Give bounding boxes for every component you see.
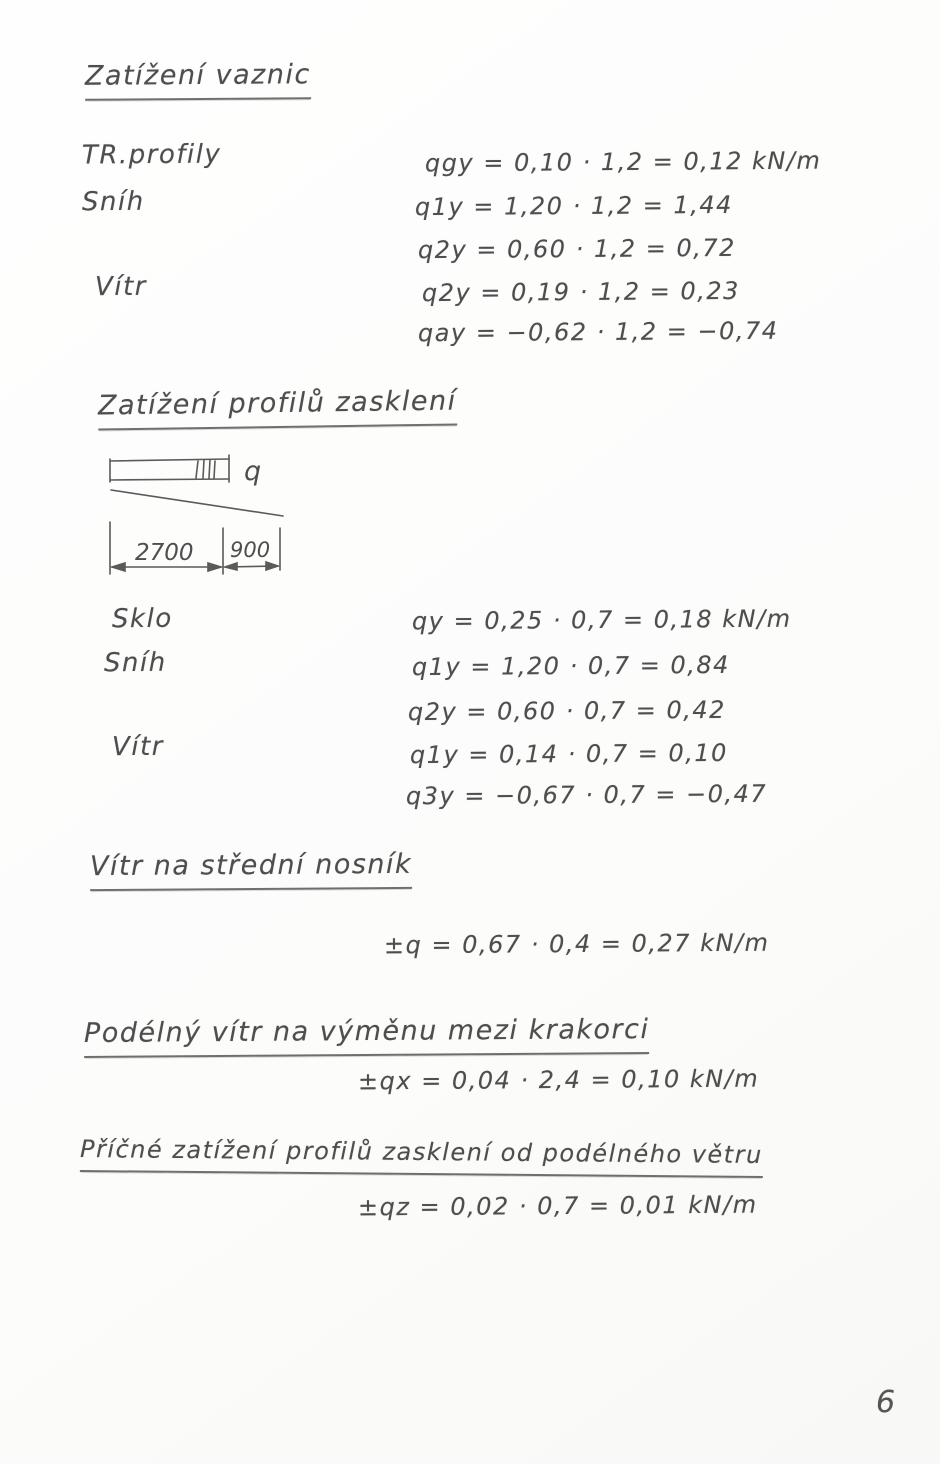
equation-line: qy = 0,25 · 0,7 = 0,18 kN/m	[411, 604, 792, 636]
equation-line: q1y = 0,14 · 0,7 = 0,10	[409, 738, 728, 770]
section2-label-glass: Sklo	[111, 603, 173, 635]
equation-line: q1y = 1,20 · 0,7 = 0,84	[411, 650, 730, 682]
section4-title: Podélný vítr na výměnu mezi krakorci	[84, 1014, 650, 1058]
equation-line: q2y = 0,60 · 0,7 = 0,42	[407, 695, 726, 727]
equation-line: ±qz = 0,02 · 0,7 = 0,01 kN/m	[357, 1190, 758, 1222]
section2-label-wind: Vítr	[111, 731, 165, 763]
beam-load-diagram	[103, 448, 313, 588]
equation-line: qay = −0,62 · 1,2 = −0,74	[417, 316, 779, 348]
section1-title: Zatížení vaznic	[85, 59, 311, 101]
equation-line: ±qx = 0,04 · 2,4 = 0,10 kN/m	[357, 1064, 760, 1096]
section5-title: Příčné zatížení profilů zasklení od podélného větru	[80, 1135, 763, 1178]
section2-title: Zatížení profilů zasklení	[98, 385, 457, 430]
page-number: 6	[876, 1385, 897, 1420]
section3-title: Vítr na střední nosník	[90, 849, 412, 891]
equation-line: ±q = 0,67 · 0,4 = 0,27 kN/m	[383, 928, 770, 960]
equation-line: q1y = 1,20 · 1,2 = 1,44	[414, 190, 733, 222]
equation-line: q3y = −0,67 · 0,7 = −0,47	[405, 779, 768, 811]
section2-label-snow: Sníh	[103, 647, 167, 679]
section1-label-wind: Vítr	[94, 271, 148, 303]
dimension-2700: 2700	[135, 540, 194, 566]
equation-line: q2y = 0,60 · 1,2 = 0,72	[417, 233, 736, 265]
equation-line: qgy = 0,10 · 1,2 = 0,12 kN/m	[424, 146, 822, 178]
section1-label-snow: Sníh	[81, 186, 145, 218]
load-label-q: q	[244, 456, 262, 487]
dimension-900: 900	[230, 538, 271, 562]
section1-label-profiles: TR.profily	[81, 139, 222, 171]
equation-line: q2y = 0,19 · 1,2 = 0,23	[421, 276, 740, 308]
